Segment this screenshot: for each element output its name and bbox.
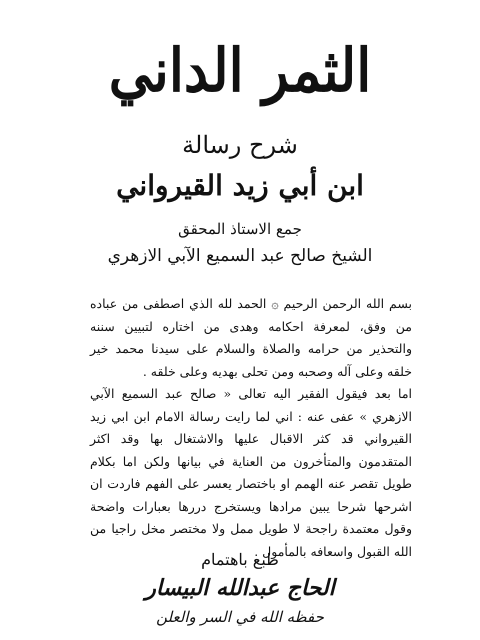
book-subtitle: شرح رسالة [182,131,298,159]
compiler-name: الشيخ صالح عبد السميع الآبي الازهري [107,246,373,266]
compiled-by-label: جمع الاستاذ المحقق [178,220,302,238]
printed-by-label: طبع باهتمام [201,550,279,569]
book-title: الثمر الداني [108,34,372,106]
preface-paragraph-1: بسم الله الرحمن الرحيم ۞ الحمد لله الذي اصطفى من عباده من وفق، لمعرفة احكامه وهدى من اختاره لتبيين سننه والتحذير من حرامه والصلاة والسلام على سيدنا محمد خير خلقه وعلى آله وصحبه ومن تحلى بهديه وعلى خلقه . [90,296,412,379]
preface-paragraph-2: اما بعد فيقول الفقير اليه تعالى « صالح عبد السميع الآبي الازهري » عفى عنه : اني لما رايت رسالة الامام ابن ابي زيد القيرواني قد كثر الاقبال عليها والاشتغال بها وقد اكثر المتقدمون والمتأخرون من العناية في بيانها ولكن اما بكلام طويل تقصر عنه الهمم او باختصار يعسر على الفهم فاردت ان اشرحها شرحا يبين مرادها ويستخرج دررها بعبارات واضحة وقول معتمدة راجحة لا طويل ممل ولا مختصر مخل راجيا من الله القبول واسعافه بالمأمول . [90,386,412,559]
publisher-blessing: حفظه الله في السر والعلن [156,608,324,626]
original-author: ابن أبي زيد القيرواني [116,169,364,202]
publisher-name: الحاج عبدالله البيسار [145,575,335,601]
